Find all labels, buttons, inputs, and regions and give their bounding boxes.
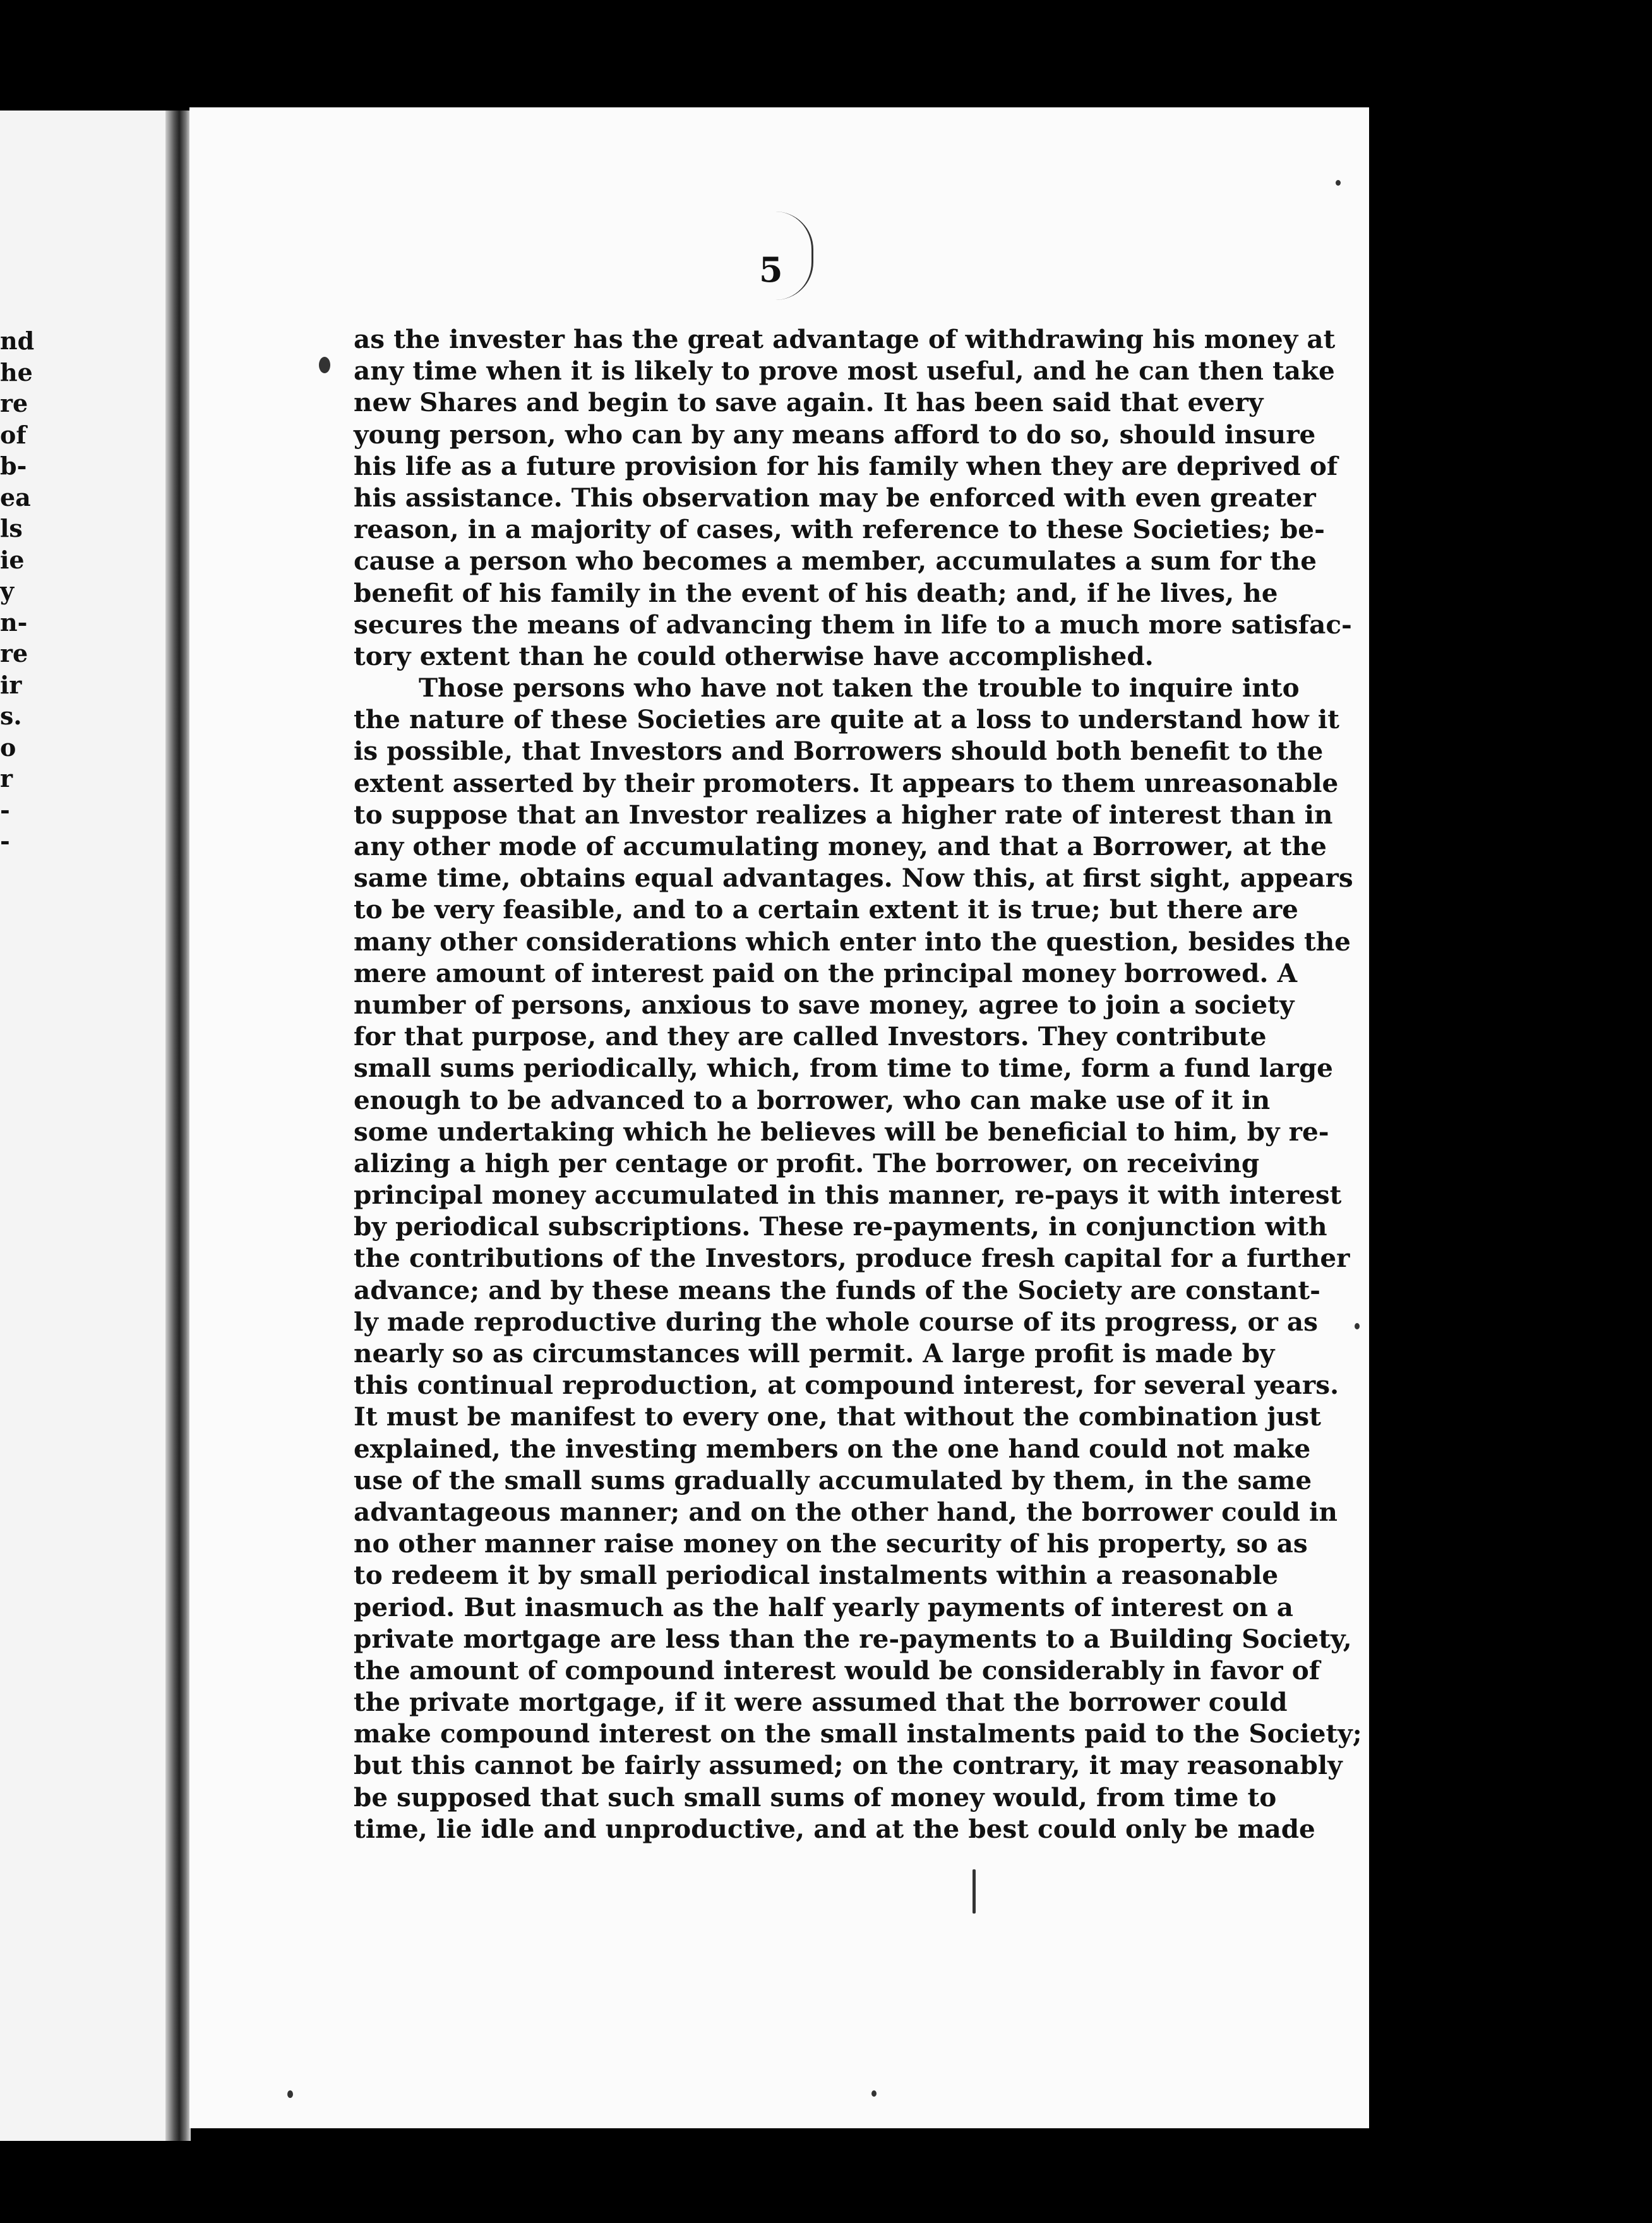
text-line: number of persons, anxious to save money, agree to join a society	[354, 989, 1295, 1020]
text-line: benefit of his family in the event of his death; and, if he lives, he	[354, 577, 1278, 608]
text-line: same time, obtains equal advantages. Now this, at first sight, appears	[354, 863, 1353, 894]
text-line: the nature of these Societies are quite at a loss to understand how it	[354, 704, 1339, 735]
left-page-fragment: ir	[0, 670, 22, 699]
left-page-fragment: y	[0, 577, 15, 605]
left-page-fragment: -	[0, 795, 10, 824]
ink-speck	[871, 2090, 877, 2097]
left-page-fragment: o	[0, 733, 16, 762]
text-line: be supposed that such small sums of money would, from time to	[354, 1782, 1277, 1813]
text-line: cause a person who becomes a member, accumulates a sum for the	[354, 546, 1317, 577]
text-line: to be very feasible, and to a certain extent it is true; but there are	[354, 894, 1298, 925]
text-line: use of the small sums gradually accumulated by them, in the same	[354, 1465, 1312, 1495]
left-page-fragment: he	[0, 357, 33, 386]
ink-speck	[1336, 180, 1341, 186]
left-page-fragment: ie	[0, 545, 25, 574]
text-line: mere amount of interest paid on the principal money borrowed. A	[354, 957, 1298, 988]
text-line: the private mortgage, if it were assumed that the borrower could	[354, 1687, 1288, 1718]
text-line: advantageous manner; and on the other hand, the borrower could in	[354, 1496, 1338, 1527]
left-page-fragment: -	[0, 827, 10, 855]
ink-speck	[973, 1869, 976, 1914]
body-text	[354, 323, 1362, 1845]
left-page-fragment: nd	[0, 327, 35, 355]
text-line: tory extent than he could otherwise have accomplished.	[354, 640, 1154, 671]
text-line: Those persons who have not taken the trouble to inquire into	[419, 673, 1300, 704]
left-page-fragment: re	[0, 389, 28, 417]
text-line: many other considerations which enter into the question, besides the	[354, 926, 1351, 957]
text-line: the amount of compound interest would be considerably in favor of	[354, 1655, 1320, 1686]
text-line: make compound interest on the small instalments paid to the Society;	[354, 1718, 1362, 1749]
book-gutter	[165, 111, 191, 2141]
text-line: advance; and by these means the funds of the Society are constant-	[354, 1274, 1320, 1305]
text-line: secures the means of advancing them in life to a much more satisfac-	[354, 609, 1352, 640]
text-line: but this cannot be fairly assumed; on the contrary, it may reasonably	[354, 1750, 1343, 1781]
text-line: the contributions of the Investors, produce fresh capital for a further	[354, 1243, 1350, 1274]
text-line: to suppose that an Investor realizes a higher rate of interest than in	[354, 799, 1333, 830]
text-line: period. But inasmuch as the half yearly payments of interest on a	[354, 1591, 1293, 1622]
text-line: principal money accumulated in this manner, re-pays it with interest	[354, 1180, 1342, 1211]
text-line: small sums periodically, which, from time to time, form a fund large	[354, 1053, 1333, 1084]
text-line: no other manner raise money on the security of his property, so as	[354, 1528, 1308, 1559]
text-line: ly made reproductive during the whole course of its progress, or as	[354, 1306, 1318, 1337]
text-line: his life as a future provision for his family when they are deprived of	[354, 450, 1338, 481]
text-line: enough to be advanced to a borrower, who can make use of it in	[354, 1084, 1271, 1115]
text-line: private mortgage are less than the re-payments to a Building Society,	[354, 1623, 1352, 1654]
text-line: is possible, that Investors and Borrowers should both benefit to the	[354, 736, 1324, 767]
left-page-fragment: ls	[0, 514, 23, 542]
text-line: any time when it is likely to prove most useful, and he can then take	[354, 356, 1335, 386]
text-line: this continual reproduction, at compound interest, for several years.	[354, 1370, 1339, 1401]
text-line: by periodical subscriptions. These re-payments, in conjunction with	[354, 1211, 1327, 1242]
text-line: explained, the investing members on the one hand could not make	[354, 1433, 1311, 1464]
text-line: time, lie idle and unproductive, and at the best could only be made	[354, 1813, 1315, 1844]
left-page-fragment: n-	[0, 608, 28, 637]
left-page-fragment: r	[0, 764, 13, 793]
text-line: alizing a high per centage or profit. The borrower, on receiving	[354, 1147, 1260, 1178]
text-line: new Shares and begin to save again. It has been said that every	[354, 387, 1264, 418]
text-line: some undertaking which he believes will be beneficial to him, by re-	[354, 1116, 1329, 1147]
ink-speck	[287, 2090, 293, 2098]
left-page-fragment: b-	[0, 452, 27, 480]
text-line: any other mode of accumulating money, and that a Borrower, at the	[354, 831, 1327, 861]
text-line: as the invester has the great advantage of withdrawing his money at	[354, 324, 1336, 354]
ink-speck	[319, 357, 330, 373]
text-line: his assistance. This observation may be enforced with even greater	[354, 482, 1316, 513]
left-page-fragment: s.	[0, 702, 22, 730]
text-line: reason, in a majority of cases, with reference to these Societies; be-	[354, 514, 1325, 545]
text-line: nearly so as circumstances will permit. A large profit is made by	[354, 1338, 1275, 1369]
text-line: young person, who can by any means afford to do so, should insure	[354, 419, 1316, 450]
text-line: to redeem it by small periodical instalments within a reasonable	[354, 1560, 1279, 1591]
left-page-fragment: ea	[0, 482, 31, 512]
ink-speck	[1355, 1323, 1360, 1329]
page-number: 5	[759, 249, 783, 290]
left-page-fragment: re	[0, 639, 28, 668]
text-line: extent asserted by their promoters. It appears to them unreasonable	[354, 767, 1339, 798]
left-page-fragment: of	[0, 420, 27, 449]
text-line: for that purpose, and they are called Investors. They contribute	[354, 1021, 1267, 1052]
text-line: It must be manifest to every one, that without the combination just	[354, 1401, 1321, 1432]
